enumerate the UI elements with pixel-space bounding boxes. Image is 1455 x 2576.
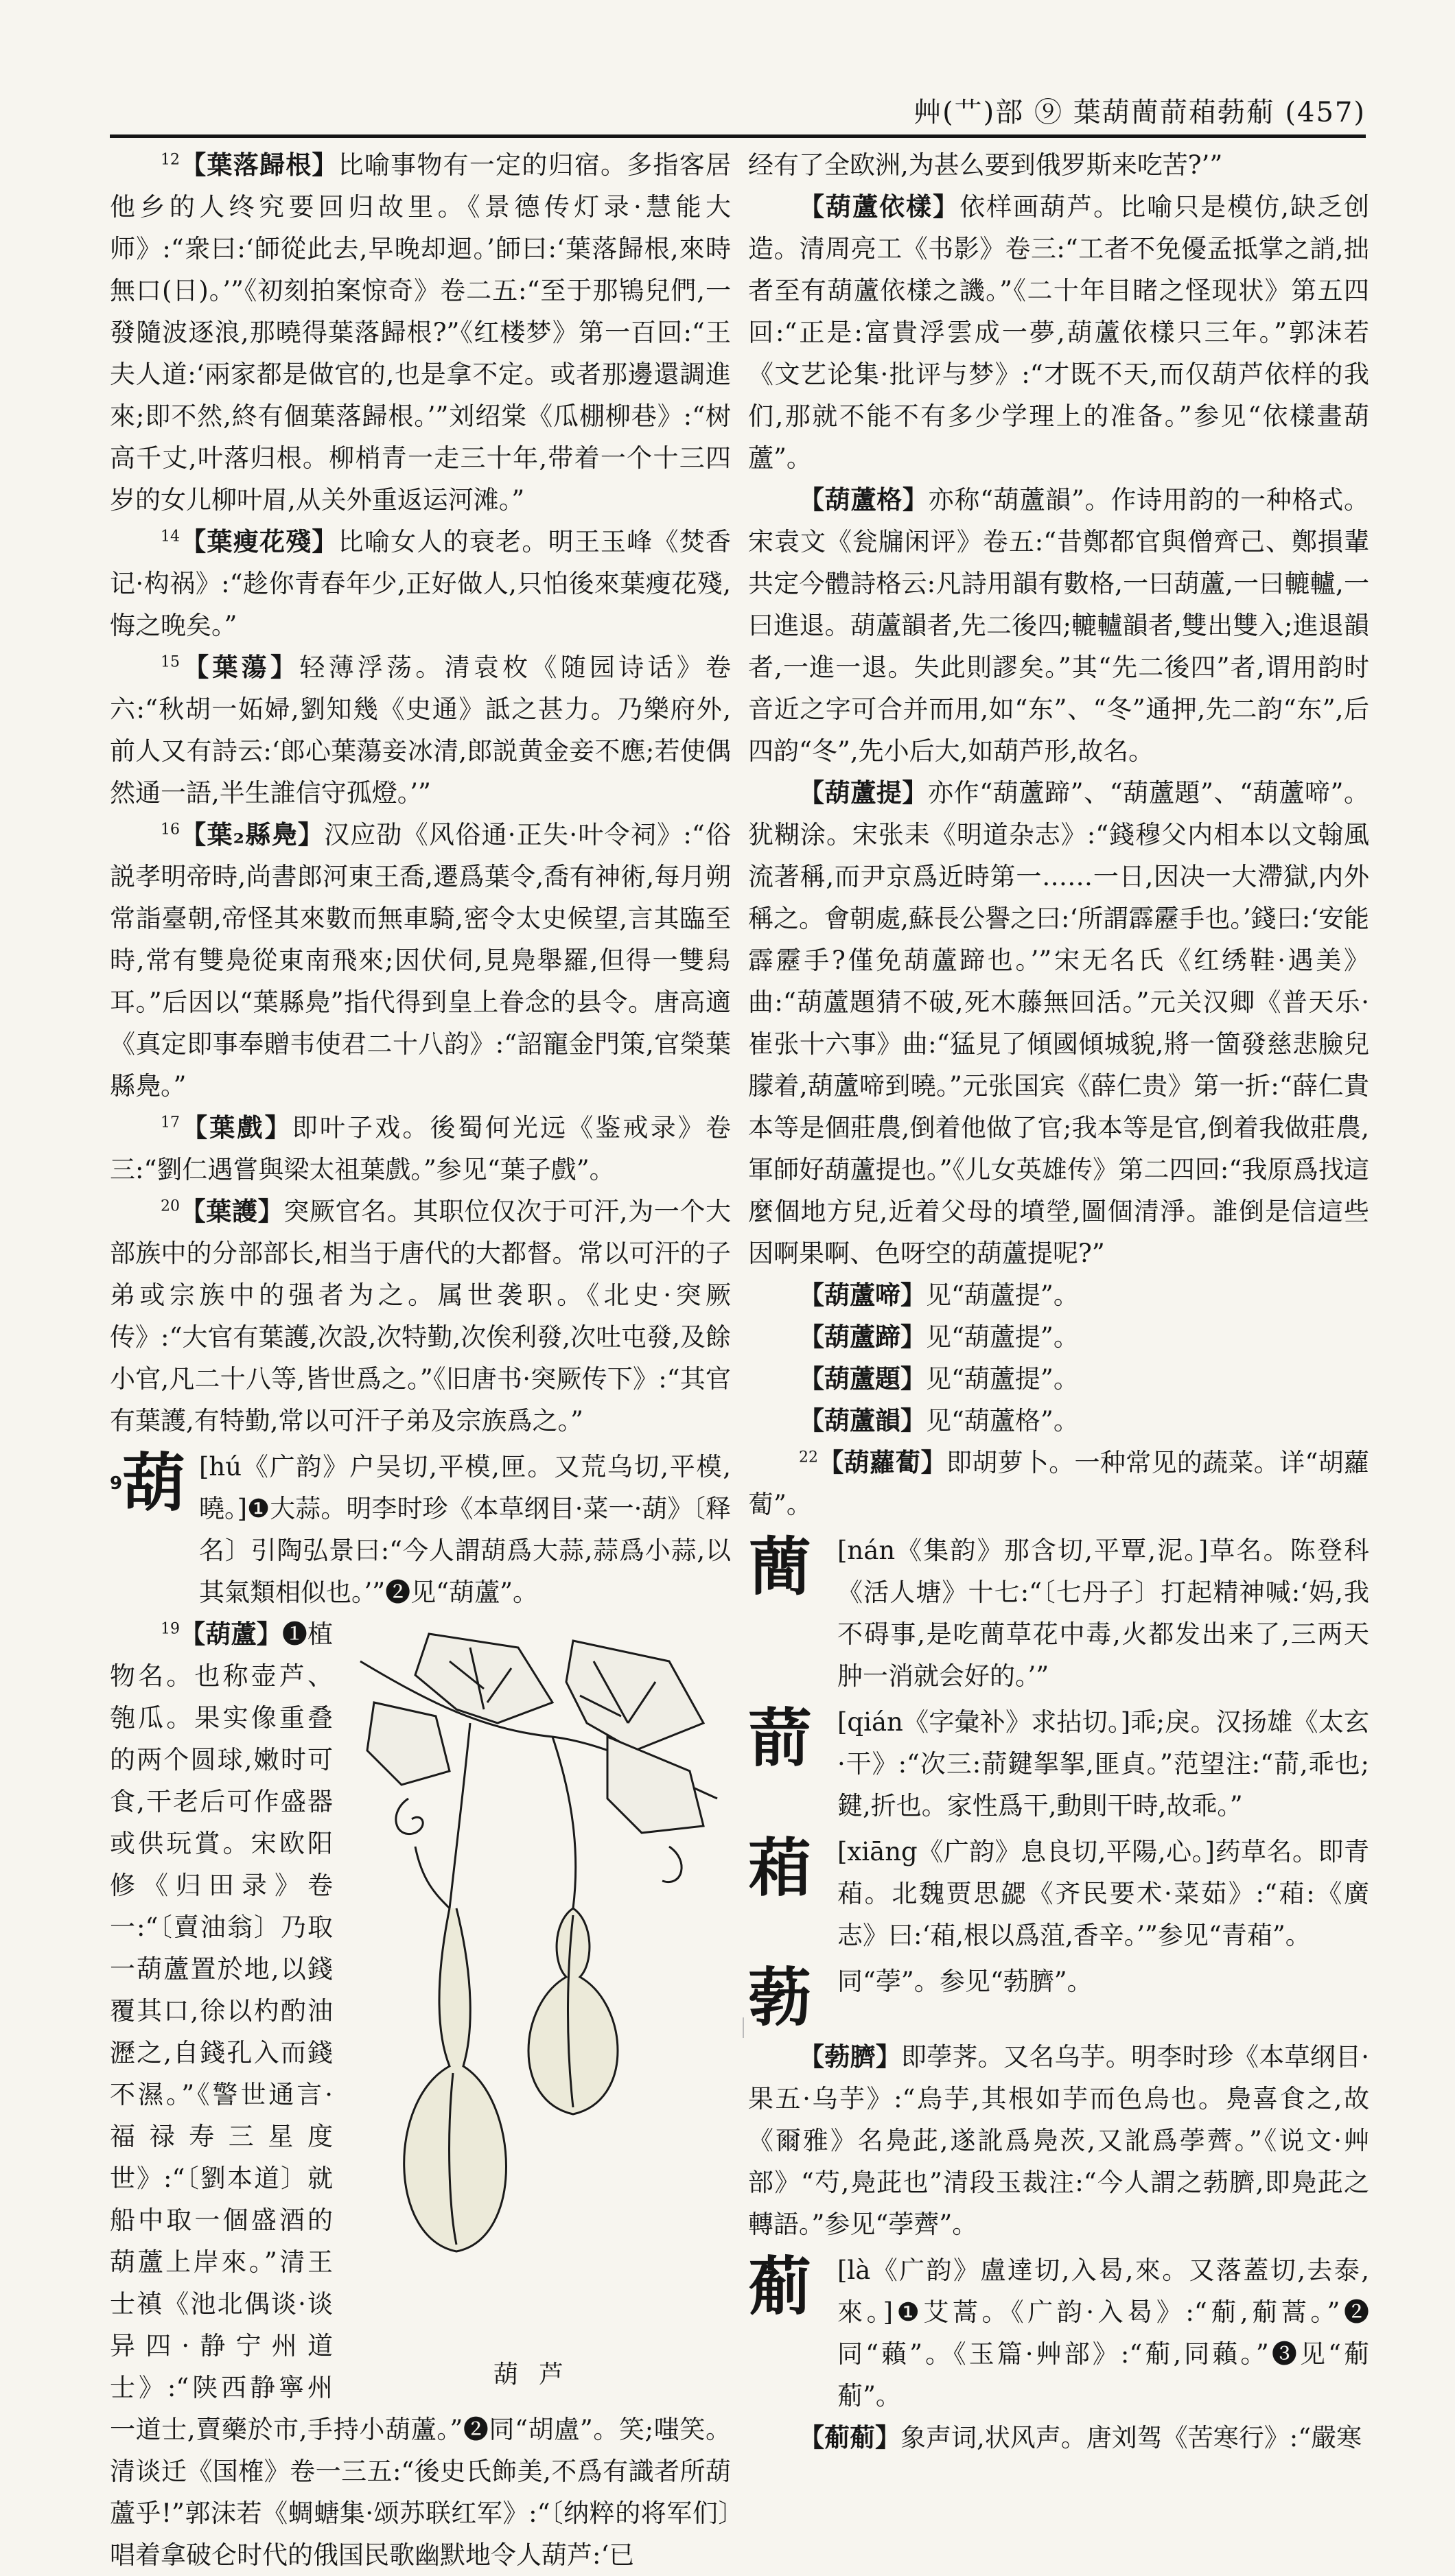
stroke-count: 14	[161, 528, 180, 546]
entry-hulu-yiyang	[748, 186, 1369, 479]
entry-hulu-yun	[748, 1400, 1369, 1442]
headword-block-la	[748, 2249, 1369, 2417]
right-column	[748, 144, 1370, 2452]
headword-definition: 同“荸”。参见“葧臍”。	[837, 1967, 1093, 1996]
entry-hu-luo-bo	[748, 1442, 1369, 1525]
headword-glyph: 葥	[748, 1702, 812, 1775]
header-text: 艸(艹)部 ⑨ 葉葫蕳葥葙葧葪 (457)	[913, 96, 1366, 128]
entry-ye-dang	[110, 646, 731, 814]
entry-definition: 比喻事物有一定的归宿。多指客居他乡的人终究要回归故里。《景德传灯录·慧能大师》:“衆曰:‘師從此去,早晚却迴。’師曰:‘葉落歸根,來時無口(日)。’”《初刻拍案惊奇》卷二五:“至于那鴇兒們,一發隨波逐浪,那曉得葉落歸根?”《红楼梦》第一百回:“王夫人道:‘兩家都是做官的,也是拿不定。或者那邊還調進來;即不然,終有個葉落歸根。’”刘绍棠《瓜棚柳巷》:“树高千丈,叶落归根。柳梢青一走三十年,带着一个十三四岁的女儿柳叶眉,从关外重返运河滩。”	[110, 150, 732, 515]
entry-term: 【葫蘆題】	[799, 1363, 926, 1394]
header-rule	[110, 134, 1366, 138]
entry-term: 【葫蘆蹄】	[799, 1322, 926, 1352]
entry-definition: 见“葫蘆提”。	[926, 1364, 1079, 1394]
entry-definition: 即荸荠。又名乌芋。明李时珍《本草纲目·果五·乌芋》:“烏芋,其根如芋而色烏也。鳧喜食之,故《爾雅》名鳧茈,遂訛爲鳧茨,又訛爲荸薺。”《说文·艸部》“芍,鳧茈也”清段玉裁注:“今人謂之葧臍,即鳧茈之轉語。”参见“荸薺”。	[748, 2042, 1369, 2239]
entry-hulu-ti-4	[748, 1358, 1369, 1400]
entry-term: 【葫蘆韻】	[799, 1405, 926, 1436]
headword-glyph: 葫	[122, 1447, 186, 1520]
headword-block-xiang	[748, 1831, 1369, 1956]
headword-definition: [xiāng《广韵》息良切,平陽,心。]药草名。即青葙。北魏贾思勰《齐民要术·菜茹》:“葙:《廣志》曰:‘葙,根以爲菹,香辛。’”参见“青葙”。	[837, 1837, 1369, 1950]
headword-glyph: 葧	[748, 1961, 812, 2035]
gourd-drawing	[347, 1620, 731, 2361]
stroke-count: 19	[161, 1620, 180, 1638]
headword-block-hu	[110, 1446, 731, 1613]
entry-ye-xi	[110, 1107, 731, 1191]
entry-definition: 即叶子戏。後蜀何光远《鉴戒录》卷三:“劉仁遇嘗與梁太祖葉戲。”参见“葉子戲”。	[110, 1113, 731, 1184]
headword-char	[110, 1446, 199, 1521]
entry-definition: 见“葫蘆格”。	[926, 1406, 1079, 1436]
left-column	[110, 144, 732, 2570]
entry-hulu-block	[110, 1613, 731, 2576]
entry-ye-hu	[110, 1191, 731, 1442]
entry-term: 【葧臍】	[799, 2041, 901, 2072]
entry-term: 【葫蘆依樣】	[799, 191, 960, 222]
entry-ye-xian-fu	[110, 814, 731, 1107]
entry-ye-luo-gui-gen	[110, 144, 731, 521]
stroke-count: 12	[161, 151, 180, 169]
entry-definition: 比喻女人的衰老。明王玉峰《焚香记·构祸》:“趁你青春年少,正好做人,只怕後來葉瘦花殘,悔之晚矣。”	[110, 527, 732, 640]
entry-hulu-ti-2	[748, 1274, 1369, 1316]
entry-definition: 突厥官名。其职位仅次于可汗,为一个大部族中的分部部长,相当于唐代的大都督。常以可汗的子弟或宗族中的强者为之。属世袭职。《北史·突厥传》:“大官有葉護,次設,次特勤,次俟利發,次吐屯發,及餘小官,凡二十八等,皆世爲之。”《旧唐书·突厥传下》:“其官有葉護,有特勤,常以可汗子弟及宗族爲之。”	[110, 1197, 732, 1436]
stroke-count: 9	[110, 1473, 123, 1494]
running-header	[110, 89, 1366, 130]
entry-hulu-ge	[748, 479, 1369, 772]
headword-definition: [nán《集韵》那含切,平覃,泥。]草名。陈登科《活人塘》十七:“〔七丹子〕打起精神喊:‘妈,我不碍事,是吃蕳草花中毒,火都发出来了,三两天肿一消就会好的。’”	[837, 1536, 1369, 1691]
headword-definition: [là《广韵》盧達切,入曷,來。又落蓋切,去泰,來。]❶艾蒿。《广韵·入曷》:“葪,葪蒿。”❷同“藾”。《玉篇·艸部》:“葪,同藾。”❸见“葪葪”。	[837, 2256, 1369, 2411]
gutter-mark	[743, 2017, 744, 2038]
entry-term: 【葉護】	[180, 1196, 284, 1226]
entry-definition: 见“葫蘆提”。	[926, 1322, 1079, 1352]
entry-bo-qi	[748, 2036, 1369, 2245]
entry-term: 【葫蘆啼】	[799, 1280, 926, 1310]
entry-term: 【葫蘆】	[180, 1619, 282, 1649]
headword-glyph: 蕳	[748, 1530, 812, 1604]
entry-ye-shou-hua-can	[110, 521, 731, 646]
entry-la-la	[748, 2417, 1369, 2459]
headword-glyph: 葪	[748, 2250, 812, 2323]
entry-term: 【葉戲】	[180, 1112, 292, 1143]
entry-definition: ❶植物名。也称壶芦、匏瓜。果实像重叠的两个圆球,嫩时可食,干老后可作盛器或供玩賞。宋欧阳修《归田录》卷一:“〔賣油翁〕乃取一葫蘆置於地,以錢覆其口,徐以杓酌油瀝之,自錢孔入而錢不濕。”《警世通言·福禄寿三星度世》:“〔劉本道〕就船中取一個盛酒的葫蘆上岸來。”清王士禛《池北偶谈·谈异四·静宁州道士》:“陕西静寧州一道士,賣藥於市,手持小葫蘆。”❷同“胡盧”。笑;嗤笑。清谈迁《国榷》卷一三五:“後史氏飾美,不爲有識者所葫蘆乎!”郭沫若《蜩螗集·颂苏联红军》:“〔纳粹的将军们〕唱着拿破仑时代的俄国民歌幽默地令人葫芦:‘已	[110, 1619, 731, 2570]
entry-definition: 象声词,状风声。唐刘驾《苦寒行》:“嚴寒	[900, 2423, 1362, 2452]
stroke-count: 22	[799, 1449, 818, 1466]
continued-text: 经有了全欧洲,为甚么要到俄罗斯来吃苦?’”	[748, 150, 1223, 180]
entry-term: 【葉瘦花殘】	[180, 526, 338, 557]
entry-term: 【葪葪】	[799, 2422, 900, 2452]
entry-hulu-ti-3	[748, 1316, 1369, 1358]
figure-caption: 葫芦	[493, 2361, 584, 2389]
headword-glyph: 葙	[748, 1831, 812, 1905]
stroke-count: 17	[161, 1114, 180, 1132]
entry-term: 【葫蘆格】	[799, 484, 929, 515]
entry-definition: 轻薄浮荡。清袁枚《随园诗话》卷六:“秋胡一妬婦,劉知幾《史通》詆之甚力。乃樂府外,前人又有詩云:‘郎心葉蕩妾冰清,郎説黄金妾不應;若使偶然通一語,半生誰信守孤燈。’”	[110, 653, 732, 808]
headword-block-nan	[748, 1530, 1369, 1697]
entry-definition: 依样画葫芦。比喻只是模仿,缺乏创造。清周亮工《书影》卷三:“工者不免優孟抵掌之誚,拙者至有葫蘆依樣之譏。”《二十年目睹之怪现状》第五四回:“正是:富貴浮雲成一夢,葫蘆依樣只三年。”郭沫若《文艺论集·批评与梦》:“才既不天,而仅葫芦依样的我们,那就不能不有多少学理上的准备。”参见“依樣畫葫蘆”。	[748, 192, 1370, 473]
entry-term: 【葉蕩】	[180, 652, 300, 682]
headword-definition: [hú《广韵》户吴切,平模,匣。又荒乌切,平模,曉。]❶大蒜。明李时珍《本草纲目·菜一·葫》〔释名〕引陶弘景曰:“今人謂葫爲大蒜,蒜爲小蒜,以其氣類相似也。’”❷见“葫蘆”。	[199, 1452, 731, 1607]
entry-term: 【葉落歸根】	[180, 150, 338, 180]
entry-definition: 亦称“葫蘆韻”。作诗用韵的一种格式。宋袁文《瓮牖闲评》卷五:“昔鄭都官與僧齊己、鄭損輩共定今體詩格云:凡詩用韻有數格,一曰葫蘆,一曰轆轤,一曰進退。葫蘆韻者,先二後四;轆轤韻者,雙出雙入;進退韻者,一進一退。失此則謬矣。”其“先二後四”者,谓用韵时音近之字可合并而用,如“东”、“冬”通押,先二韵“东”,后四韵“冬”,先小后大,如葫芦形,故名。	[748, 485, 1369, 766]
stroke-count: 16	[161, 821, 180, 839]
stroke-count: 20	[161, 1197, 180, 1215]
stroke-count: 15	[161, 653, 180, 671]
entry-term: 【葫蘆提】	[799, 777, 929, 808]
entry-definition: 汉应劭《风俗通·正失·叶令祠》:“俗説孝明帝時,尚書郎河東王喬,遷爲葉令,喬有神術,每月朔常詣臺朝,帝怪其來數而無車騎,密令太史候望,言其臨至時,常有雙鳧從東南飛來;因伏伺,見鳧舉羅,但得一雙舄耳。”后因以“葉縣鳧”指代得到皇上眷念的县令。唐高適《真定即事奉贈韦使君二十八韵》:“詔寵金門策,官榮葉縣鳧。”	[110, 820, 731, 1101]
entry-term: 【葉₂縣鳧】	[180, 819, 324, 850]
headword-block-bo	[748, 1960, 1369, 2036]
entry-definition: 见“葫蘆提”。	[926, 1280, 1079, 1310]
entry-definition: 亦作“葫蘆蹄”、“葫蘆題”、“葫蘆啼”。犹糊涂。宋张耒《明道杂志》:“錢穆父内相本以文翰風流著稱,而尹京爲近時第一……一日,因决一大滯獄,内外稱之。會朝處,蘇長公譽之曰:‘所謂霹靂手也。’錢曰:‘安能霹靂手?僅免葫蘆蹄也。’”宋无名氏《红绣鞋·遇美》曲:“葫蘆題猜不破,死木藤無回活。”元关汉卿《普天乐·崔张十六事》曲:“猛見了傾國傾城貌,將一箇發慈悲臉兒朦着,葫蘆啼到曉。”元张国宾《薛仁贵》第一折:“薛仁貴本等是個莊農,倒着他做了官;我本等是官,倒着我做莊農,軍師好葫蘆提也。”《儿女英雄传》第二四回:“我原爲找這麼個地方兒,近着父母的墳塋,圖個清淨。誰倒是信這些因啊果啊、色呀空的葫蘆提呢?”	[748, 778, 1370, 1268]
entry-term: 【葫蘿蔔】	[818, 1447, 946, 1477]
headword-block-qian	[748, 1701, 1369, 1827]
gourd-illustration	[347, 1620, 731, 2396]
entry-hulu-ti	[748, 772, 1369, 1274]
headword-definition: [qián《字彙补》求拈切。]乖;戾。汉扬雄《太玄·干》:“次三:葥鍵挐挐,匪貞。”范望注:“葥,乖也;鍵,折也。家性爲干,動則干時,故乖。”	[837, 1707, 1369, 1820]
entry-definition: 即胡萝卜。一种常见的蔬菜。详“胡蘿蔔”。	[748, 1448, 1369, 1519]
